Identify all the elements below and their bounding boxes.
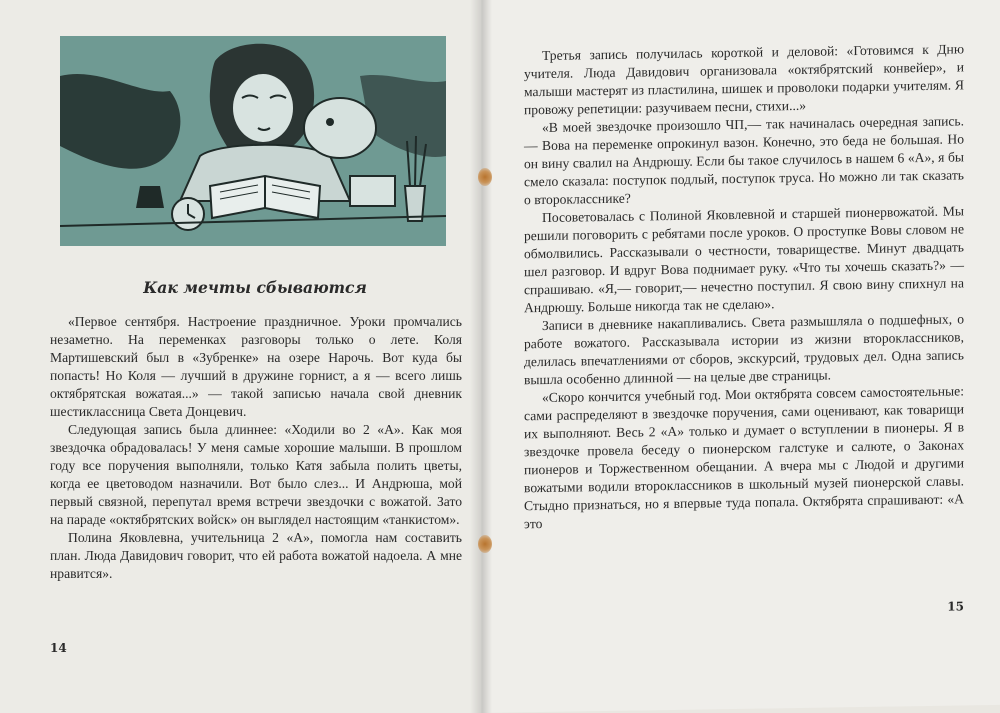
paragraph: Следующая запись была длиннее: «Ходили во 2 «А». Как моя звездочка обрадовалась! У меня самые хорошие малыши. В прошлом году все поручения выполняли, только Катя забыла полить цветы, когда ее цветоводом назначили. Вот было слез... И Андрюша, мой первый связной, перепутал время встречи звездочки с вожатой. Зато на параде «октябрятских войск» он выглядел настоящим «танкистом». (50, 422, 462, 527)
paragraph: Третья запись получилась короткой и деловой: «Готовимся к Дню учителя. Люда Давидович организовала «октябрятский конвейер», и малыши мастерят из пластилина, шишек и проволоки подарки учителям. Я провожу репетиции: разучиваем песни, стихи...» (524, 41, 964, 118)
paragraph: Полина Яковлевна, учительница 2 «А», помогла нам составить план. Люда Давидович говорит, что ей работа вожатой надоела. А мне нравится». (50, 530, 462, 581)
rust-stain-top (478, 168, 492, 186)
paragraph: «В моей звездочке произошло ЧП,— так начиналась очередная запись.— Вова на переменке опрокинул вазон. Конечно, это беда не большая. Но он вину свалил на Андрюшу. Если бы такое случилось в нашем 6 «А», я бы смело сказала: поступок подлый, поступок труса. Но можно ли так сказать о второкласснике? (524, 113, 964, 208)
left-page (0, 0, 480, 713)
chapter-title: Как мечты сбываются (143, 278, 367, 297)
book-gutter (470, 0, 492, 713)
illustration-girl-writing (60, 36, 446, 246)
page-number-right: 15 (947, 599, 964, 614)
right-page (480, 0, 1000, 713)
page-number-left: 14 (50, 641, 67, 655)
paragraph: «Скоро кончится учебный год. Мои октябрята совсем самостоятельные: сами распределяют в звездочке поручения, сами оценивают, как товарищи их выполняют. Весь 2 «А» только и думает о вступлении в пионеры. Я в звездочке провела беседу о пионерском галстуке и салюте, о Законах пионеров и Торжественном обещании. А вчера мы с Людой и другими вожатыми водили второклассников в школьный музей пионерской славы. Стыдно признаться, но я впервые туда попала. Октябрята спрашивают: «А это (524, 383, 964, 532)
paragraph: Записи в дневнике накапливались. Света размышляла о подшефных, о работе вожатого. Рассказывала истории из жизни второклассников, делилась впечатлениями от сборов, экскурсий, трудовых дел. Одна запись вышла особенно длинной — на целые две страницы. (524, 311, 964, 388)
paragraph: Посоветовалась с Полиной Яковлевной и старшей пионервожатой. Мы решили поговорить с ребятами после уроков. О проступке Вовы словом не обмолвились. Рассказывали о честности, товариществе. Минут двадцать шел разговор. И вдруг Вова поднимает руку. «Что ты хочешь сказать?» — спрашиваю. «Я,— говорит,— нечестно поступил. Я свою вину спихнул на Андрюшу. Больше никогда так не сделаю». (524, 203, 964, 316)
rust-stain-bottom (478, 535, 492, 553)
right-page-text (524, 40, 964, 533)
girl-writing-drawing (60, 36, 446, 246)
left-page-text (50, 313, 462, 583)
paragraph: «Первое сентября. Настроение праздничное. Уроки промчались незаметно. На переменках разговоры только о лете. Коля Мартишевский был в «Зубренке» на озере Нарочь. Вот куда бы попасть! Но Коля — лучший в дружине горнист, а я — всего лишь октябрятская вожатая...» — такой записью начала свой дневник шестиклассница Света Донцевич. (50, 314, 462, 419)
